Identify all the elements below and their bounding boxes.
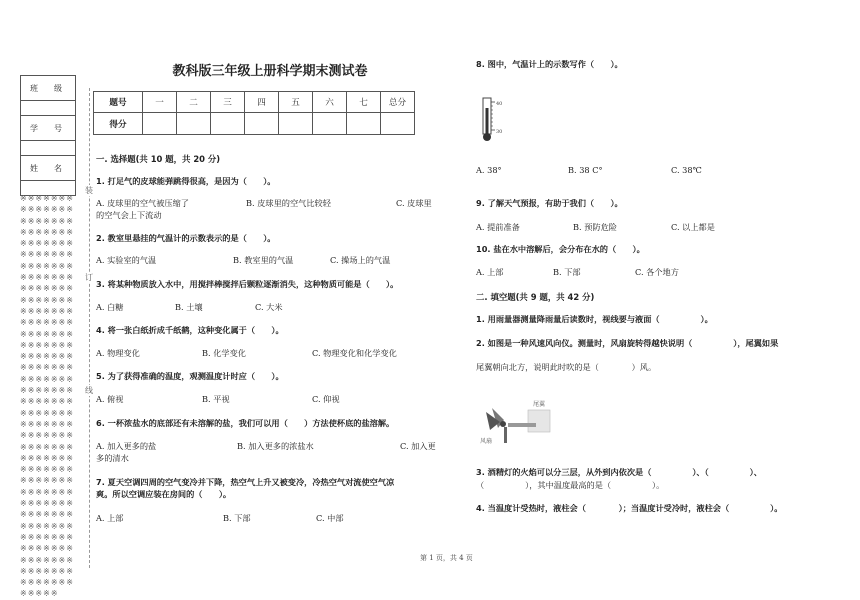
- page-title: 教科版三年级上册科学期末测试卷: [172, 64, 368, 79]
- question-7: 7. 夏天空调四周的空气变冷并下降，热空气上升又被变冷，冷热空气对流使空气凉: [96, 477, 395, 487]
- q6-option-c-continued: 多的清水: [96, 453, 129, 463]
- score-header-cell: 二: [177, 92, 211, 113]
- fill-question-3: 3. 酒精灯的火焰可以分三层，从外到内依次是（ ）、（ ）、: [476, 467, 762, 477]
- student-number-label: 学 号: [21, 116, 76, 141]
- q2-option-c[interactable]: C. 操场上的气温: [330, 255, 391, 265]
- q2-option-b[interactable]: B. 教室里的气温: [233, 255, 294, 265]
- q4-option-c[interactable]: C. 物理变化和化学变化: [312, 348, 397, 358]
- fill-question-3-continued: （ ），其中温度最高的是（ ）。: [476, 480, 665, 490]
- score-header-cell: 五: [279, 92, 313, 113]
- question-5: 5. 为了获得准确的温度，观测温度计时应（ ）。: [96, 371, 284, 381]
- score-header-cell: 总分: [381, 92, 415, 113]
- q4-option-b[interactable]: B. 化学变化: [202, 348, 246, 358]
- class-label: 班 级: [21, 76, 76, 101]
- q1-option-b[interactable]: B. 皮球里的空气比较轻: [246, 198, 331, 208]
- score-header-cell: 一: [143, 92, 177, 113]
- q1-option-c-continued: 的空气会上下流动: [96, 210, 162, 220]
- section-heading-choice: 一. 选择题(共 10 题，共 20 分): [96, 154, 221, 164]
- q9-option-c[interactable]: C. 以上都是: [671, 222, 715, 232]
- name-label: 姓 名: [21, 156, 76, 181]
- q10-option-a[interactable]: A. 上部: [476, 267, 504, 277]
- score-header-cell: 三: [211, 92, 245, 113]
- score-header-cell: 七: [347, 92, 381, 113]
- binding-stars: ※※※※※※※※※※※※※※※※※※※※※※※※※※※※※※※※※※※※※※※※※※※※※※※※※※※※※※※※※※※※※※※※※※※※※※※※※※※※※※※※※※※※※※※※※※※※※※※※※※※※※※※※※※※※※※※※※※※※※※※※※※※※※※※※※※※※※※※※※※※※※※※※※※※※※※※※※※※※※※※※※※※※※※※※※※※※※※※※※※※※※※※※※※※※※※※※※※※※※※※※※※※※※※※※※※※※※※※※※※※※※※※※※※※※※※※※※※※※※※※※※※※※※※※※※※: [20, 194, 74, 599]
- score-row-label: 得分: [94, 113, 143, 135]
- score-cell[interactable]: [143, 113, 177, 135]
- fill-question-2-continued: 尾翼朝向北方，说明此时吹的是（ ）风。: [476, 362, 657, 372]
- thermo-label-40: 40: [496, 101, 503, 107]
- question-3: 3. 将某种物质放入水中，用搅拌棒搅拌后颗粒逐渐消失，这种物质可能是（ ）。: [96, 279, 399, 289]
- q5-option-a[interactable]: A. 俯视: [96, 394, 124, 404]
- score-cell[interactable]: [313, 113, 347, 135]
- q3-option-a[interactable]: A. 白糖: [96, 302, 124, 312]
- score-header-cell: 题号: [94, 92, 143, 113]
- question-7-continued: 爽。所以空调应装在房间的（ ）。: [96, 489, 232, 499]
- q1-option-a[interactable]: A. 皮球里的空气被压缩了: [96, 198, 189, 208]
- score-cell[interactable]: [381, 113, 415, 135]
- score-table: [93, 91, 415, 135]
- q3-option-c[interactable]: C. 大米: [255, 302, 283, 312]
- class-field[interactable]: [21, 101, 76, 116]
- page-footer: 第 1 页，共 4 页: [420, 554, 473, 562]
- q5-option-c[interactable]: C. 仰视: [312, 394, 340, 404]
- binding-char-ding: 订: [85, 273, 93, 282]
- score-header-cell: 四: [245, 92, 279, 113]
- q10-option-c[interactable]: C. 各个地方: [635, 267, 679, 277]
- q9-option-b[interactable]: B. 预防危险: [573, 222, 617, 232]
- fill-question-2: 2. 如图是一种风速风向仪。测量时，风扇旋转得越快说明（ ），尾翼如果: [476, 338, 779, 348]
- question-6: 6. 一杯浓盐水的底部还有未溶解的盐，我们可以用（ ）方法使杯底的盐溶解。: [96, 418, 395, 428]
- score-cell[interactable]: [177, 113, 211, 135]
- q3-option-b[interactable]: B. 土壤: [175, 302, 203, 312]
- q9-option-a[interactable]: A. 提前准备: [476, 222, 520, 232]
- score-cell[interactable]: [245, 113, 279, 135]
- question-4: 4. 将一张白纸折成千纸鹤，这种变化属于（ ）。: [96, 325, 284, 335]
- question-8: 8. 图中，气温计上的示数写作（ ）。: [476, 59, 623, 69]
- student-number-field[interactable]: [21, 141, 76, 156]
- q6-option-c[interactable]: C. 加入更: [400, 441, 436, 451]
- vane-fan-label: 风扇: [480, 438, 493, 445]
- q7-option-a[interactable]: A. 上部: [96, 513, 124, 523]
- score-header-cell: 六: [313, 92, 347, 113]
- q7-option-b[interactable]: B. 下部: [223, 513, 251, 523]
- q1-option-c[interactable]: C. 皮球里: [396, 198, 432, 208]
- fill-question-4: 4. 当温度计受热时，液柱会（ ）；当温度计受冷时，液柱会（ ）。: [476, 503, 783, 513]
- score-cell[interactable]: [347, 113, 381, 135]
- vane-tail-label: 尾翼: [533, 401, 546, 408]
- q6-option-a[interactable]: A. 加入更多的盐: [96, 441, 157, 451]
- student-info-table: [20, 75, 76, 196]
- binding-line: [89, 88, 90, 568]
- question-9: 9. 了解天气预报，有助于我们（ ）。: [476, 198, 623, 208]
- score-cell[interactable]: [211, 113, 245, 135]
- binding-char-xian: 线: [85, 386, 93, 395]
- q8-option-c[interactable]: C. 38℃: [671, 165, 702, 175]
- q10-option-b[interactable]: B. 下部: [553, 267, 581, 277]
- q8-option-a[interactable]: A. 38°: [476, 165, 502, 175]
- q5-option-b[interactable]: B. 平视: [202, 394, 230, 404]
- binding-char-zhuang: 装: [85, 186, 93, 195]
- q7-option-c[interactable]: C. 中部: [316, 513, 344, 523]
- question-2: 2. 教室里悬挂的气温计的示数表示的是（ ）。: [96, 233, 276, 243]
- thermometer-icon: [478, 96, 508, 142]
- section-heading-fill: 二. 填空题(共 9 题，共 42 分): [476, 292, 595, 302]
- q8-option-b[interactable]: B. 38 C°: [568, 165, 603, 175]
- q2-option-a[interactable]: A. 实验室的气温: [96, 255, 157, 265]
- score-cell[interactable]: [279, 113, 313, 135]
- question-10: 10. 盐在水中溶解后，会分布在水的（ ）。: [476, 244, 645, 254]
- q6-option-b[interactable]: B. 加入更多的浓盐水: [237, 441, 314, 451]
- wind-vane-icon: [478, 398, 556, 446]
- thermo-label-30: 30: [496, 129, 503, 135]
- q4-option-a[interactable]: A. 物理变化: [96, 348, 140, 358]
- fill-question-1: 1. 用雨量器测量降雨量后读数时，视线要与液面（ ）。: [476, 314, 713, 324]
- question-1: 1. 打足气的皮球能弹跳得很高，是因为（ ）。: [96, 176, 276, 186]
